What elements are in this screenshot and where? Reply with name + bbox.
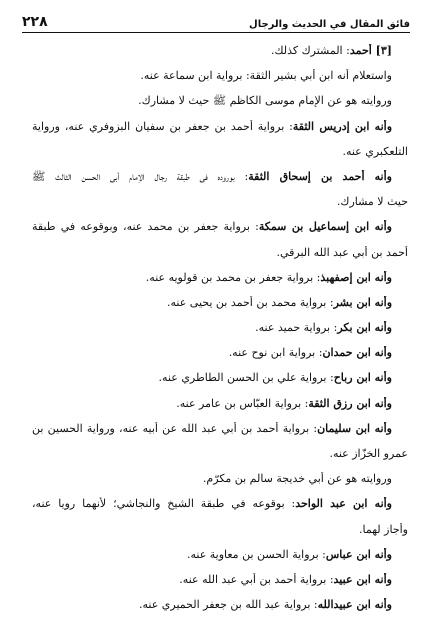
line-text: وروايته هو عن أبي خديجة سالم بن مكرّم. [202, 472, 392, 486]
entry-heading: وأنه ابن إدريس الثقة [292, 119, 393, 133]
line-text: : بوروده في طبقة رجال الإمام أبي الحسن الثالث ﷺ [32, 169, 249, 183]
entry-heading: وأنه ابن عبيدالله [317, 598, 392, 612]
entry-heading: وأنه ابن عبد الواحد [295, 497, 392, 511]
line-text: التلعكبري عنه. [342, 144, 408, 158]
page-header [22, 10, 410, 33]
text-line [32, 94, 408, 107]
line-text: عمرو الخزّاز عنه. [329, 447, 408, 460]
entry-heading: وأنه ابن بشر [333, 295, 392, 309]
line-text: : برواية الحسن بن معاوية عنه. [186, 547, 326, 561]
line-text: : برواية العبّاس بن عامر عنه. [176, 396, 309, 410]
text-line [32, 296, 408, 309]
line-text: : بوقوعه في طبقة الشيخ والنجاشي؛ لأنهما رويا عنه، [32, 497, 296, 511]
page-number: ٢٢٨ [22, 14, 48, 30]
text-line [32, 447, 408, 460]
line-text: أحمد بن أبي عبد الله البرقي. [276, 245, 408, 259]
text-line [32, 548, 408, 561]
line-text: : برواية محمد بن أحمد بن يحيى عنه. [167, 295, 334, 309]
line-text: : برواية حميد عنه. [255, 321, 338, 335]
text-line [32, 422, 408, 435]
line-text: : برواية عبد الله بن جعفر الحميري عنه. [139, 598, 318, 612]
line-text: : المشترك كذلك. [270, 44, 350, 57]
text-line [32, 321, 408, 334]
text-line [32, 69, 408, 82]
text-line [32, 523, 408, 536]
entry-heading: وأنه ابن رزق الثقة [308, 396, 392, 410]
text-line [32, 346, 408, 359]
text-line [32, 120, 408, 133]
text-line [32, 497, 408, 510]
text-line [32, 195, 408, 208]
entry-heading: وأنه أحمد بن إسحاق الثقة [248, 169, 392, 183]
entry-heading: وأنه ابن إسماعيل بن سمكة [258, 220, 392, 234]
line-text: : برواية ابن نوح عنه. [228, 346, 323, 360]
line-text: : برواية أحمد بن أبي عبد الله عنه. [179, 572, 334, 586]
page-body [32, 44, 408, 623]
running-title: فائق المقال في الحديث والرجال [249, 19, 410, 30]
line-text: وأجاز لهما. [359, 522, 408, 536]
text-line [32, 271, 408, 284]
entry-heading: وأنه ابن رباح [333, 371, 392, 385]
line-text: : برواية أحمد بن جعفر بن سفيان البزوفري عنه، ورواية [32, 119, 293, 133]
text-line [32, 44, 408, 57]
text-line [32, 170, 408, 183]
text-line [32, 397, 408, 410]
text-line [32, 472, 408, 485]
text-line [32, 598, 408, 611]
line-text: : برواية أحمد بن أبي عبد الله عن أبيه عنه، ورواية الحسين بن [32, 421, 318, 435]
line-text: : برواية جعفر بن محمد عنه، وبوقوعه في طبقة [32, 220, 259, 234]
line-text: واستعلام أنه ابن أبي بشير الثقة: برواية ابن سماعة عنه. [140, 69, 392, 83]
entry-heading: وأنه ابن بكر [337, 321, 392, 335]
text-line [32, 145, 408, 158]
line-text: وروايته هو عن الإمام موسى الكاظم ﷺ حيث لا مشارك. [138, 94, 392, 108]
text-line [32, 220, 408, 233]
entry-heading: وأنه ابن عبيد [333, 572, 392, 586]
text-line [32, 246, 408, 259]
line-text: : برواية جعفر بن محمد بن قولويه عنه. [145, 270, 321, 284]
entry-heading: وأنه ابن عباس [325, 547, 392, 561]
entry-heading: وأنه ابن حمدان [322, 346, 392, 360]
entry-heading: وأنه ابن إصفهبذ [320, 270, 392, 284]
line-text: حيث لا مشارك. [336, 195, 408, 209]
text-line [32, 371, 408, 384]
text-line [32, 573, 408, 586]
line-text: : برواية علي بن الحسن الطاطري عنه. [158, 371, 334, 385]
entry-heading: [٣] أحمد [349, 44, 392, 57]
entry-heading: وأنه ابن سليمان [317, 421, 392, 435]
